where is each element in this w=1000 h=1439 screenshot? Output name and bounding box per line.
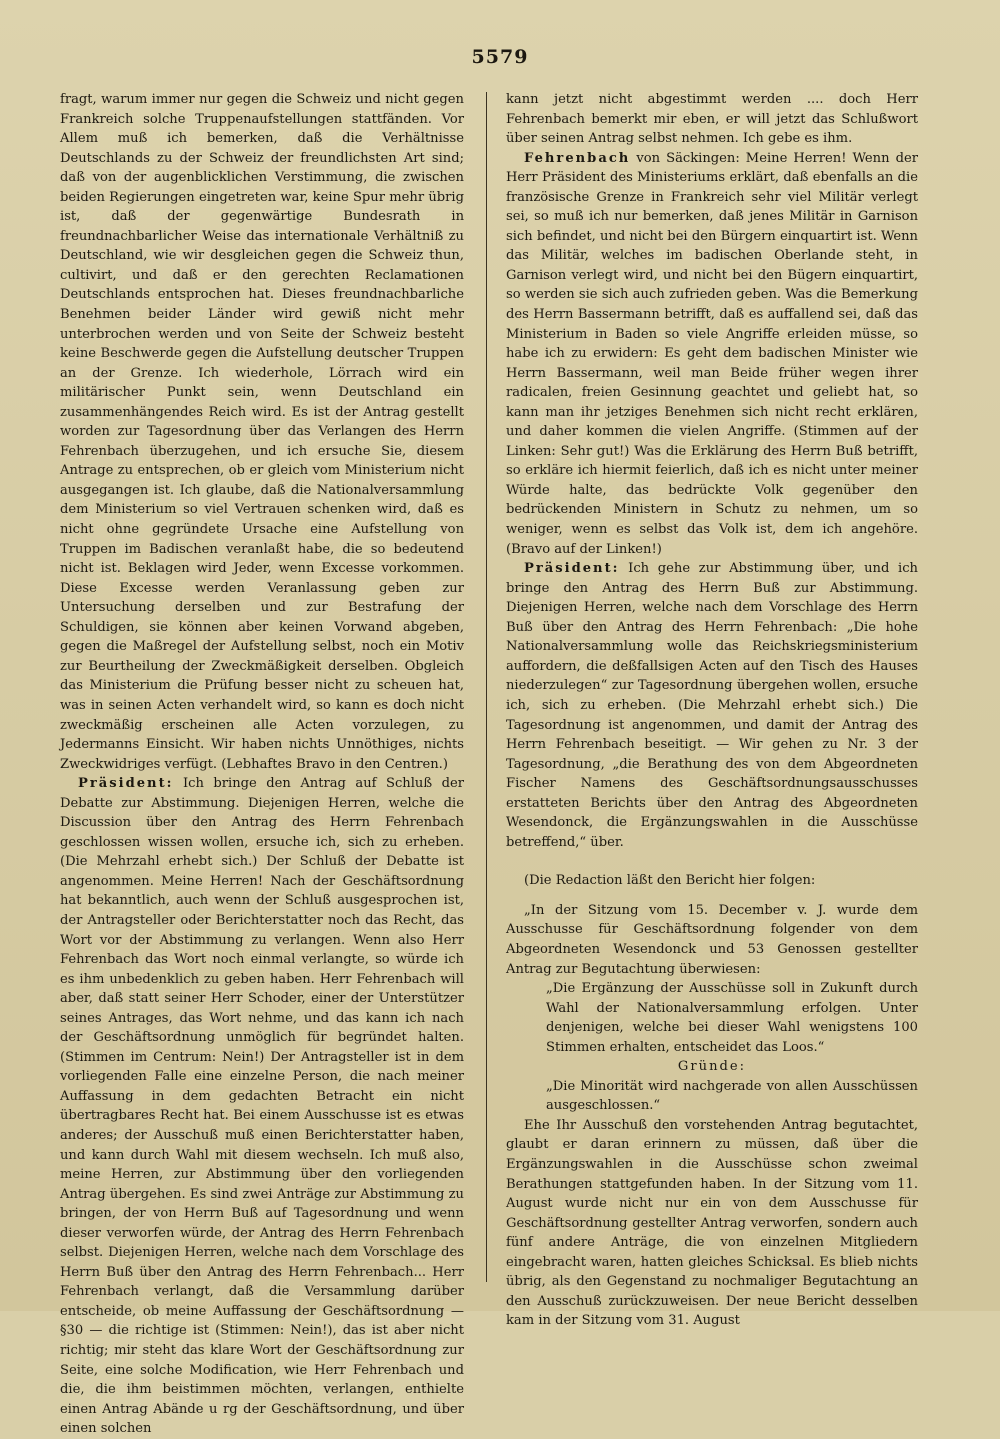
spacer [506, 852, 918, 871]
paragraph: fragt, warum immer nur gegen die Schweiz und nicht gegen Frankreich solche Truppenaufstellungen stattfänden. Vor Allem muß ich bemerken, daß die Verhältnisse Deutschlands zu der Schweiz der freundlichsten Art sind; daß von der augenblicklichen Verstimmung, die zwischen beiden Regierungen eingetreten war, keine Spur mehr übrig ist, daß der gegenwärtige Bundesrath in freundnachbarlicher Weise das internationale Verhältniß zu Deutschland, wie wir desgleichen gegen die Schweiz thun, cultivirt, und daß er den gerechten Reclamationen Deutschlands entsprochen hat. Dieses freundnachbarliche Benehmen beider Länder wird gewiß nicht mehr unterbrochen werden und von Seite der Schweiz besteht keine Beschwerde gegen die Aufstellung deutscher Truppen an der Grenze. Ich wiederhole, Lörrach wird ein militärischer Punkt sein, wenn Deutschland ein zusammenhängendes Reich wird. Es ist der Antrag gestellt worden zur Tagesordnung über das Verlangen des Herrn Fehrenbach überzugehen, und ich ersuche Sie, diesem Antrage zu entsprechen, ob er gleich vom Ministerium nicht ausgegangen ist. Ich glaube, daß die Nationalversammlung dem Ministerium so viel Vertrauen schenken wird, daß es nicht ohne gegründete Ursache eine Aufstellung von Truppen im Badischen veranlaßt habe, die so bedeutend nicht ist. Beklagen wird Jeder, wenn Excesse vorkommen. Diese Excesse werden Veranlassung geben zur Untersuchung derselben und zur Bestrafung der Schuldigen, sie können aber keinen Vorwand abgeben, gegen die Maßregel der Aufstellung selbst, noch ein Motiv zur Beurtheilung der Zweckmäßigkeit derselben. Obgleich das Ministerium die Prüfung besser nicht zu scheuen hat, was in seinen Acten verhandelt wird, so kann es doch nicht zweckmäßig erscheinen alle Acten vorzulegen, zu Jedermanns Einsicht. Wir haben nichts Unnöthiges, nichts Zweckwidriges verfügt. (Lebhaftes Bravo in den Centren.) [60, 92, 464, 772]
column-divider [486, 92, 487, 1282]
left-column [60, 90, 464, 1439]
paragraph [506, 559, 918, 852]
spacer [506, 891, 918, 901]
paragraph [60, 774, 464, 1439]
editorial-note: (Die Redaction läßt den Bericht hier folgen: [524, 873, 816, 889]
right-column [506, 90, 918, 1331]
paragraph: Ehe Ihr Ausschuß den vorstehenden Antrag begutachtet, glaubt er daran erinnern zu müssen, daß über die Ergänzungswahlen in die Ausschüsse schon zweimal Berathungen stattgefunden haben. In der Sitzung vom 11. August wurde nicht nur ein von dem Ausschusse für Geschäftsordnung gestellter Antrag verworfen, sondern auch fünf andere Anträge, die von einzelnen Mitgliedern eingebracht waren, hatten gleiches Schicksal. Es blieb nichts übrig, als den Gegenstand zu nochmaliger Begutachtung an den Ausschuß zurückzuweisen. Der neue Bericht desselben kam in der Sitzung vom 31. August [506, 1117, 918, 1329]
speaker-name: Präsident: [78, 776, 174, 792]
speech-text: von Säckingen: Meine Herren! Wenn der Herr Präsident des Ministeriums erklärt, daß ebenfalls an die französische Grenze in Frankreich sehr viel Militär verlegt sei, so muß ich nur bemerken, daß jenes Militär in Garnison sich befindet, und nicht bei den Bürgern einquartirt ist. Wenn das Militär, welches im badischen Oberlande steht, in Garnison verlegt wird, und nicht bei den Bügern einquartirt, so werden sie sich auch zufrieden geben. Was die Bemerkung des Herrn Bassermann betrifft, daß es auffallend sei, daß das Ministerium in Baden so viele Angriffe erleiden müsse, so habe ich zu erwidern: Es geht dem badischen Minister wie Herrn Bassermann, weil man Beide früher wegen ihrer radicalen, freien Gesinnung geachtet und geliebt hat, so kann man ihr jetziges Benehmen sich nicht recht erklären, und daher kommen die vielen Angriffe. (Stimmen auf der Linken: Sehr gut!) Was die Erklärung des Herrn Buß betrifft, so erkläre ich hiermit feierlich, daß ich es nicht unter meiner Würde halte, das bedrückte Volk gegenüber den bedrückenden Ministern in Schutz zu nehmen, um so weniger, wenn es selbst das Volk ist, dem ich angehöre. (Bravo auf der Linken!) [506, 150, 918, 557]
speech-text: Ich bringe den Antrag auf Schluß der Debatte zur Abstimmung. Diejenigen Herren, welche die Discussion über den Antrag des Herrn Fehrenbach geschlossen wissen wollen, ersuche ich, sich zu erheben. (Die Mehrzahl erhebt sich.) Der Schluß der Debatte ist angenommen. Meine Herren! Nach der Geschäftsordnung hat bekanntlich, auch wenn der Schluß ausgesprochen ist, der Antragsteller oder Berichterstatter noch das Recht, das Wort vor der Abstimmung zu verlangen. Wenn also Herr Fehrenbach das Wort noch einmal verlangte, so würde ich es ihm unbedenklich zu geben haben. Herr Fehrenbach will aber, daß statt seiner Herr Schoder, einer der Unterstützer seines Antrages, das Wort nehme, und das kann ich nach der Geschäftsordnung unmöglich für begründet halten. (Stimmen im Centrum: Nein!) Der Antragsteller ist in dem vorliegenden Falle eine einzelne Person, die nach meiner Auffassung in dem gedachten Betracht ein nicht übertragbares Recht hat. Bei einem Ausschusse ist es etwas anderes; der Ausschuß muß einen Berichterstatter haben, und kann durch Wahl mit diesem wechseln. Ich muß also, meine Herren, zur Abstimmung über den vorliegenden Antrag übergehen. Es sind zwei Anträge zur Abstimmung zu bringen, der von Herrn Buß auf Tagesordnung und wenn dieser verworfen würde, der Antrag des Herrn Fehrenbach selbst. Diejenigen Herren, welche nach dem Vorschlage des Herrn Buß über den Antrag des Herrn Fehrenbach... Herr Fehrenbach verlangt, daß die Versammlung darüber entscheide, ob meine Auffassung der Geschäftsordnung — §30 — die richtige ist (Stimmen: Nein!), das ist aber nicht richtig; mir steht das klare Wort der Geschäftsordnung zur Seite, eine solche Modification, wie Herr Fehrenbach und die, die ihm beistimmen möchten, verlangen, enthielte einen Antrag Abände u rg der Geschäftsordnung, und über einen solchen [60, 776, 464, 1437]
section-heading: Gründe: [677, 1059, 747, 1075]
speaker-name: Präsident: [524, 561, 620, 577]
paragraph: „In der Sitzung vom 15. December v. J. wurde dem Ausschusse für Geschäftsordnung folgender von dem Abgeordneten Wesendonck und 53 Genossen gestellter Antrag zur Begutachtung überwiesen: [506, 902, 918, 977]
paragraph: kann jetzt nicht abgestimmt werden .... doch Herr Fehrenbach bemerkt mir eben, er will jetzt das Schlußwort über seinen Antrag selbst nehmen. Ich gebe es ihm. [506, 92, 918, 147]
speaker-name: Fehrenbach [524, 150, 631, 166]
quoted-reason: „Die Minorität wird nachgerade von allen Ausschüssen ausgeschlossen.“ [546, 1078, 918, 1114]
quoted-motion: „Die Ergänzung der Ausschüsse soll in Zukunft durch Wahl der Nationalversammlung erfolgen. Unter denjenigen, welche bei dieser Wahl wenigstens 100 Stimmen erhalten, entscheidet das Loos.“ [546, 981, 918, 1055]
paragraph [506, 149, 918, 559]
page-number: 5579 [471, 46, 529, 68]
speech-text: Ich gehe zur Abstimmung über, und ich bringe den Antrag des Herrn Buß zur Abstimmung. Diejenigen Herren, welche nach dem Vorschlage des Herrn Buß über den Antrag des Herrn Fehrenbach: „Die hohe Nationalversammlung wolle das Reichskriegsministerium auffordern, die deßfallsigen Acten auf den Tisch des Hauses niederzulegen“ zur Tagesordnung übergehen wollen, ersuche ich, sich zu erheben. (Die Mehrzahl erhebt sich.) Die Tagesordnung ist angenommen, und damit der Antrag des Herrn Fehrenbach beseitigt. — Wir gehen zu Nr. 3 der Tagesordnung, „die Berathung des von dem Abgeordneten Fischer Namens des Geschäftsordnungsausschusses erstatteten Berichts über den Antrag des Abgeordneten Wesendonck, die Ergänzungswahlen in die Ausschüsse betreffend,“ über. [506, 561, 918, 850]
